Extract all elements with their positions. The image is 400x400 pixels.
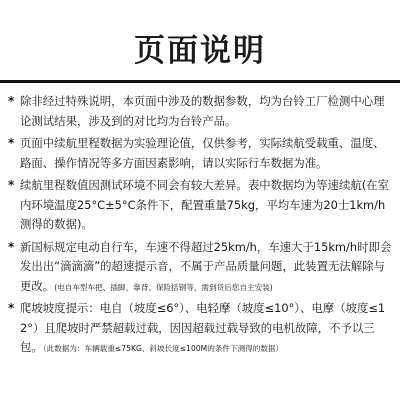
note-text: 新国标规定电动自行车，车速不得超过25km/h，车速大于15km/h时即会发出出“滴滴滴”的超速提示音，不属于产品质量问题，此装置无法解除与更改。(电自车型车把、插脚、靠背、保险括钢等，需到货后您自主安装) — [20, 239, 392, 293]
note-small-print: （此数据为：车辆载重≤75KG、斜坡长度≤100M的条件下测得的数据） — [42, 344, 284, 353]
notes-list — [8, 92, 394, 361]
note-text: 续航里程数值因测试环境不同会有较大差异。表中数据均为等速续航(在室内环境温度25°C±5°C条件下，配置重量75kg，平均车速为20士1km/h测得的数据)。 — [20, 178, 389, 231]
note-text: 除非经过特殊说明，本页面中涉及的数据参数，均为台铃工厂检测中心理论测试结果，涉及到的对比均为台铃产品。 — [20, 94, 385, 128]
note-small-print: (电自车型车把、插脚、靠背、保险括钢等，需到货后您自主安装) — [54, 282, 273, 292]
bullet-asterisk: * — [8, 239, 15, 254]
bullet-asterisk: * — [8, 301, 15, 315]
note-text: 页面中续航里程数据为实验理论值，仅供参考，实际续航受载重、温度、路面、操作情况等多方面因素影响，请以实际行车数据为准。 — [20, 136, 385, 170]
note-item-4 — [8, 238, 394, 297]
note-item-2 — [8, 134, 394, 173]
page-title: 页面说明 — [134, 33, 266, 69]
note-text: 爬坡坡度提示：电自（坡度≤6°）、电轻摩（坡度≤10°）、电摩（坡度≤12°）且爬坡时严禁超载过载，因因超载过载导致的电机故障，不予以三包。（此数据为：车辆载重≤75KG、斜坡长度≤100M的条件下测得的数据） — [20, 301, 386, 354]
bullet-asterisk: * — [8, 136, 15, 150]
bullet-asterisk: * — [8, 178, 15, 192]
note-item-1 — [8, 92, 394, 131]
title-divider — [0, 80, 400, 83]
bullet-asterisk: * — [8, 94, 15, 108]
note-item-3 — [8, 176, 394, 235]
note-item-5 — [8, 299, 394, 358]
